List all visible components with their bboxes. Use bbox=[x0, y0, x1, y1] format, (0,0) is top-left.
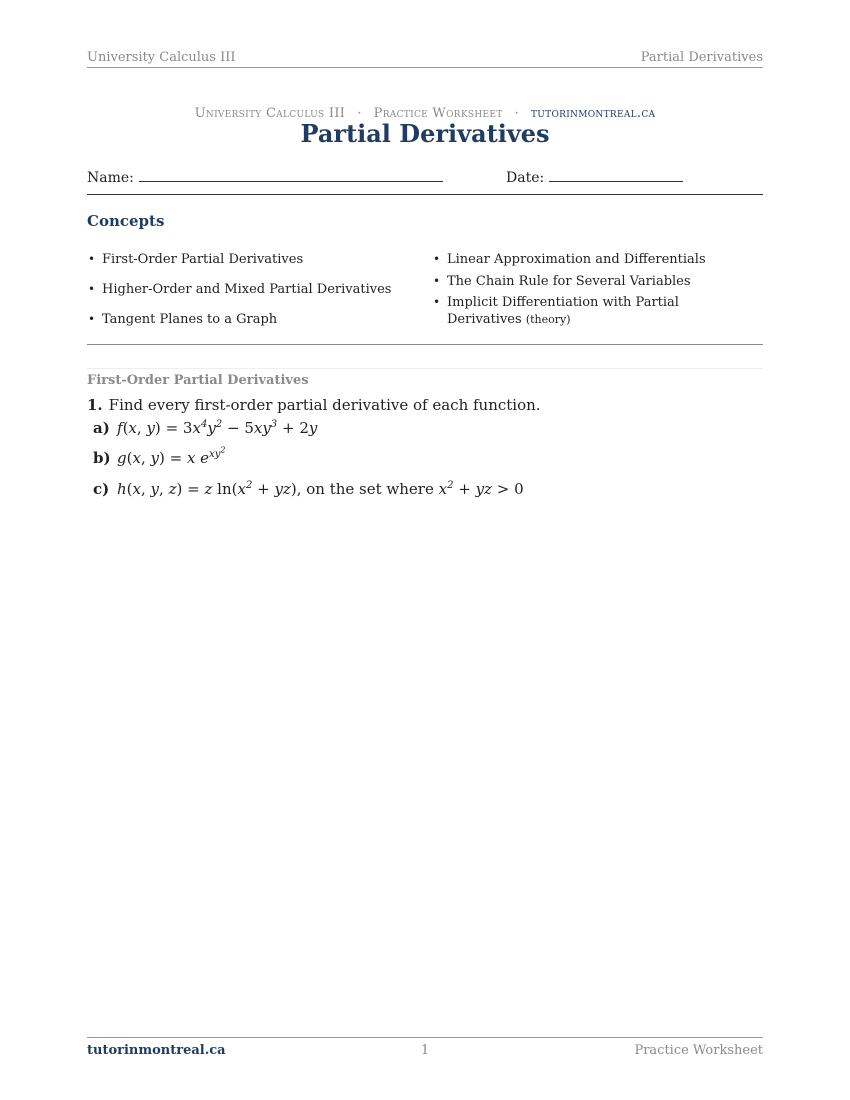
header-divider bbox=[87, 67, 763, 68]
problem-number: 1. bbox=[87, 396, 103, 414]
page-title: Partial Derivatives bbox=[300, 119, 550, 148]
concepts-divider bbox=[87, 344, 763, 345]
problem-part bbox=[93, 445, 226, 467]
bullet-icon: • bbox=[433, 295, 441, 309]
name-line[interactable] bbox=[139, 166, 443, 182]
name-divider bbox=[87, 194, 763, 195]
concept-text: Higher-Order and Mixed Partial Derivatives bbox=[102, 282, 392, 297]
concept-note: (theory) bbox=[525, 313, 571, 326]
part-label: a) bbox=[93, 419, 110, 437]
bullet-icon: • bbox=[88, 252, 96, 266]
masthead-site: tutorinmontreal.ca bbox=[530, 106, 656, 121]
part-expression: f(x, $y) = 3x^4y^2 - 5xy^3 + 2y$ bbox=[117, 419, 318, 437]
bullet-icon: • bbox=[433, 274, 441, 288]
concept-text: The Chain Rule for Several Variables bbox=[447, 274, 691, 289]
problem-part bbox=[93, 480, 524, 498]
section-heading: First-Order Partial Derivatives bbox=[87, 373, 309, 388]
section-rule bbox=[87, 368, 763, 369]
footer-site: tutorinmontreal.ca bbox=[87, 1043, 226, 1058]
problem-prompt: Find every first-order partial derivative of each function. bbox=[108, 396, 541, 414]
part-expression: h(x, y, z) = z $\ln(x^2 + yz)$, on the set where $x^2$ + yz > 0 bbox=[117, 480, 524, 498]
footer-divider bbox=[87, 1037, 763, 1038]
masthead-course: University Calculus III bbox=[194, 106, 346, 121]
running-header-course: University Calculus III bbox=[87, 50, 236, 65]
problem-part bbox=[93, 419, 317, 437]
masthead-separator: · bbox=[357, 106, 362, 121]
concept-item bbox=[88, 251, 304, 268]
name-field bbox=[87, 166, 443, 186]
bullet-icon: • bbox=[88, 282, 96, 296]
concept-text: First-Order Partial Derivatives bbox=[102, 252, 304, 267]
bullet-icon: • bbox=[88, 312, 96, 326]
concept-item bbox=[433, 294, 707, 328]
concept-item bbox=[88, 281, 392, 298]
masthead-separator: · bbox=[514, 106, 519, 121]
part-expression: g(x, y) = x $e^{xy^2}$ bbox=[117, 445, 226, 467]
concepts-heading: Concepts bbox=[87, 212, 165, 230]
concept-text: Tangent Planes to a Graph bbox=[102, 312, 278, 327]
date-field bbox=[506, 166, 683, 186]
bullet-icon: • bbox=[433, 252, 441, 266]
date-line[interactable] bbox=[549, 166, 683, 182]
concept-text: Linear Approximation and Differentials bbox=[447, 252, 706, 267]
part-label: c) bbox=[93, 480, 110, 498]
name-label: Name: bbox=[87, 170, 134, 186]
page-number: 1 bbox=[420, 1043, 430, 1058]
running-header-topic: Partial Derivatives bbox=[640, 50, 763, 65]
footer-kind: Practice Worksheet bbox=[634, 1043, 763, 1058]
masthead-kind: Practice Worksheet bbox=[373, 106, 503, 121]
concept-text: Implicit Differentiation with Partial Derivatives bbox=[447, 295, 679, 327]
concept-item bbox=[88, 311, 278, 328]
concept-item bbox=[433, 251, 706, 268]
date-label: Date: bbox=[506, 170, 545, 186]
part-label: b) bbox=[93, 449, 111, 467]
concept-item bbox=[433, 273, 691, 290]
problem-1 bbox=[87, 396, 541, 414]
